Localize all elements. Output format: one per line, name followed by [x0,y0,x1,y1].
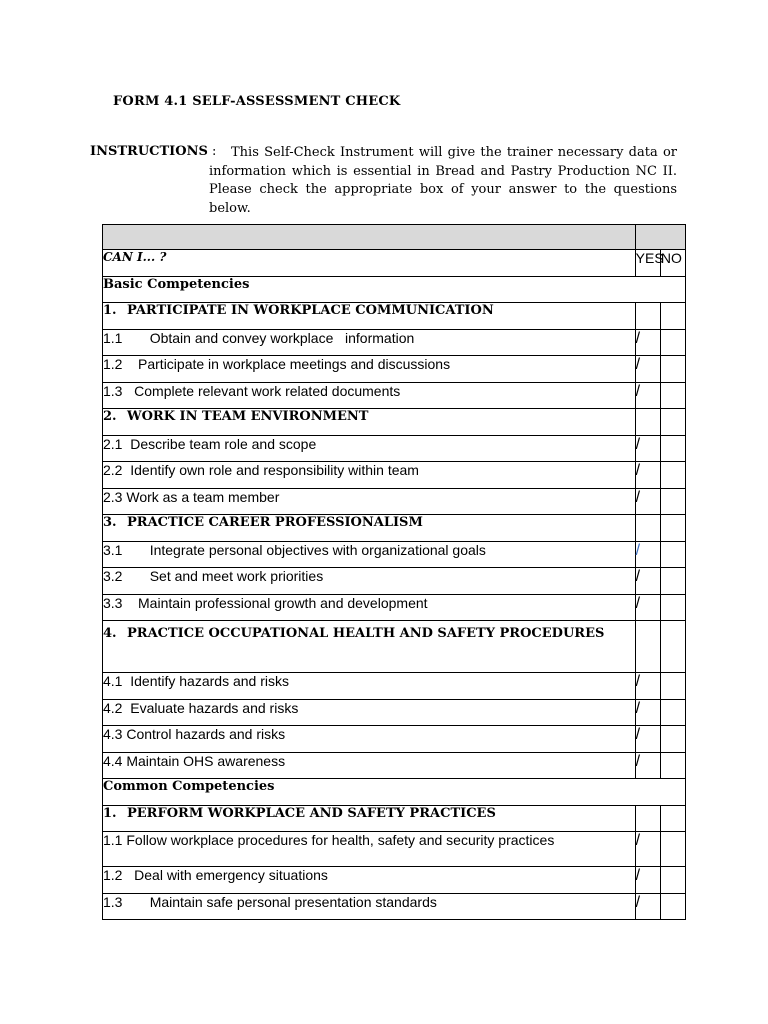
yes-checkbox[interactable]: / [635,435,660,462]
no-checkbox[interactable] [660,435,685,462]
table-row [103,752,686,779]
competency-row [103,515,686,542]
no-checkbox[interactable] [660,356,685,383]
competency-title: 1. PARTICIPATE IN WORKPLACE COMMUNICATION [103,303,636,330]
yes-checkbox[interactable]: / [635,541,660,568]
yes-column-header: YES [635,250,660,277]
no-checkbox[interactable] [660,699,685,726]
table-row [103,541,686,568]
item-label: 2.1 Describe team role and scope [103,435,636,462]
no-column-header: NO [660,250,685,277]
item-label: 1.1 Obtain and convey workplace information [103,329,636,356]
yes-checkbox[interactable]: / [635,867,660,894]
item-label: 2.2 Identify own role and responsibility within team [103,462,636,489]
table-row [103,832,686,867]
yes-checkbox[interactable]: / [635,699,660,726]
yes-checkbox[interactable]: / [635,594,660,621]
table-row [103,435,686,462]
yes-checkbox[interactable]: / [635,488,660,515]
yes-checkbox[interactable]: / [635,382,660,409]
table-row [103,673,686,700]
table-row [103,329,686,356]
item-label: 2.3 Work as a team member [103,488,636,515]
no-checkbox[interactable] [660,673,685,700]
item-label: 1.2 Deal with emergency situations [103,867,636,894]
no-checkbox[interactable] [660,329,685,356]
yes-checkbox[interactable]: / [635,832,660,867]
item-label: 1.3 Complete relevant work related documents [103,382,636,409]
competency-row [103,409,686,436]
section-row [103,276,686,303]
table-row [103,382,686,409]
table-row [103,462,686,489]
item-label: 4.2 Evaluate hazards and risks [103,699,636,726]
competency-title: 1. PERFORM WORKPLACE AND SAFETY PRACTICES [103,805,636,832]
no-checkbox[interactable] [660,568,685,595]
table-row [103,568,686,595]
table-header-band [103,225,686,250]
competency-row [103,621,686,673]
table-row [103,867,686,894]
yes-checkbox[interactable]: / [635,726,660,753]
can-i-header: CAN I... ? [103,250,636,277]
no-checkbox[interactable] [660,832,685,867]
item-label: 1.2 Participate in workplace meetings and discussions [103,356,636,383]
table-row [103,356,686,383]
no-checkbox[interactable] [660,541,685,568]
section-title-common: Common Competencies [103,779,686,806]
yes-checkbox[interactable]: / [635,893,660,920]
no-checkbox[interactable] [660,462,685,489]
no-checkbox[interactable] [660,867,685,894]
form-title: FORM 4.1 SELF-ASSESSMENT CHECK [113,94,401,109]
no-checkbox[interactable] [660,488,685,515]
yes-checkbox[interactable]: / [635,329,660,356]
table-row [103,893,686,920]
self-assessment-table [102,224,686,920]
no-checkbox[interactable] [660,893,685,920]
no-checkbox[interactable] [660,726,685,753]
yes-checkbox[interactable]: / [635,673,660,700]
item-label: 3.3 Maintain professional growth and development [103,594,636,621]
item-label: 1.3 Maintain safe personal presentation standards [103,893,636,920]
table-row [103,699,686,726]
yes-checkbox[interactable]: / [635,356,660,383]
item-label: 3.2 Set and meet work priorities [103,568,636,595]
competency-title: 3. PRACTICE CAREER PROFESSIONALISM [103,515,636,542]
table-row [103,594,686,621]
instructions-colon: : [212,144,217,159]
yes-checkbox[interactable]: / [635,568,660,595]
instructions-label: INSTRUCTIONS [90,144,208,159]
no-checkbox[interactable] [660,382,685,409]
item-label: 4.3 Control hazards and risks [103,726,636,753]
table-row [103,488,686,515]
yes-checkbox[interactable]: / [635,752,660,779]
no-checkbox[interactable] [660,594,685,621]
item-label: 4.1 Identify hazards and risks [103,673,636,700]
instructions-text: This Self-Check Instrument will give the trainer necessary data or information which is essential in Bread and Pastry Production NC II. Please check the appropriate box of your answer to the questions below. [209,145,677,216]
competency-row [103,805,686,832]
no-checkbox[interactable] [660,752,685,779]
competency-title: 2. WORK IN TEAM ENVIRONMENT [103,409,636,436]
item-label: 3.1 Integrate personal objectives with organizational goals [103,541,636,568]
competency-row [103,303,686,330]
competency-title: 4. PRACTICE OCCUPATIONAL HEALTH AND SAFETY PROCEDURES [103,621,636,673]
table-row [103,726,686,753]
section-title-basic: Basic Competencies [103,276,686,303]
item-label: 4.4 Maintain OHS awareness [103,752,636,779]
yes-checkbox[interactable]: / [635,462,660,489]
section-row [103,779,686,806]
item-label: 1.1 Follow workplace procedures for health, safety and security practices [103,832,636,867]
table-header-row [103,250,686,277]
